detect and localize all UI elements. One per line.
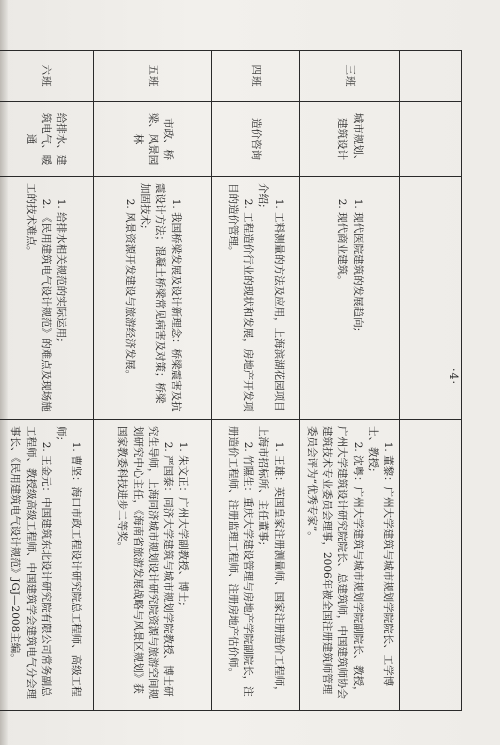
topic-item: 1. 给排水相关规范的实际运用; <box>55 198 68 342</box>
expert-item: 2. 严国泰：同济大学建筑与城市规划学院教授、博士研究生导师，上海同济城市规划设计研究院资源与旅游空间规划研究中心主任，《海南省旅游发展战略与风景区规划》获国家教委科技进步二等奖。 <box>116 426 175 699</box>
table-row <box>299 51 399 711</box>
expert-item: 2. 沈粤：广州大学建筑与城市规划学院副院长、教授，广州大学建筑设计研究院院长、总建筑师，中国建筑师协会建筑技术专业委员会理事，2006年被全国注册建筑师管理委员会评为“优秀专家”。 <box>305 426 364 699</box>
table-row <box>211 51 299 711</box>
expert-item: 1. 朱文正：广州大学副教授、博士; <box>177 441 190 606</box>
topic-item: 1. 我国桥梁发展及设计新理念：桥梁震害及抗震设计方法；混凝土桥梁常见病害及对策；桥梁加固技术; <box>139 183 182 412</box>
training-schedule-table <box>0 50 462 711</box>
expert-item: 1. 董黎：广州大学建筑与城市规划学院院长、工学博士、教授; <box>366 426 394 687</box>
topics-cell <box>211 177 299 420</box>
expert-item: 2. 竹隰生：重庆大学建设管理与房地产学院副院长，注册造价工程师、注册监理工程师、注册房地产估价师。 <box>226 426 255 697</box>
major-cell: 城市规划、建筑设计 <box>299 102 399 177</box>
class-cell: 五班 <box>93 51 211 102</box>
class-cell: 三班 <box>299 51 399 102</box>
topic-item: 2. 风景资源开发建设与旅游经济发展。 <box>123 198 136 381</box>
major-cell <box>400 102 462 177</box>
topic-item: 2. 现代商业建筑。 <box>336 198 349 286</box>
topic-item: 2. 《民用建筑电气设计规范》的难点及现场施工的技术难点。 <box>24 183 52 412</box>
major-cell: 造价咨询 <box>211 102 299 177</box>
table-body <box>0 51 462 711</box>
expert-item: 2. 王金元：中国建筑东北设计研究院有限公司常务副总工程师、教授级高级工程师、中国建筑学会建筑电气分会理事长、《民用建筑电气设计规范》JGJ—2008主编。 <box>9 426 52 699</box>
table-row <box>93 51 211 711</box>
experts-cell <box>93 420 211 711</box>
topics-cell <box>299 177 399 420</box>
topics-cell <box>0 177 93 420</box>
experts-cell <box>211 420 299 711</box>
experts-cell <box>299 420 399 711</box>
experts-cell <box>0 420 93 711</box>
experts-cell <box>400 420 462 711</box>
class-cell <box>400 51 462 102</box>
major-cell: 市政、桥梁、风景园林 <box>93 102 211 177</box>
class-cell: 六班 <box>0 51 93 102</box>
table-row <box>0 51 93 711</box>
expert-item: 1. 王雄：英国皇家注册测量师、国家注册造价工程师，上海市招标所、主任董事; <box>257 426 285 697</box>
class-cell: 四班 <box>211 51 299 102</box>
expert-item: 1. 曹坚：海口市政工程设计研究院总工程师、高级工程师; <box>55 426 83 697</box>
page-number: ·4· <box>447 368 460 385</box>
topics-cell <box>93 177 211 420</box>
topic-item: 2. 工程造价行业的现状和发展，房地产开发项目的造价管理。 <box>226 183 255 412</box>
topic-item: 1. 现代医院建筑的发展趋向; <box>351 198 364 332</box>
major-cell: 给排水、建筑电气、暖通 <box>0 102 93 177</box>
topic-item: 1. 工料测量的方法及应用，上海滨湖花园项目介绍; <box>257 183 285 412</box>
